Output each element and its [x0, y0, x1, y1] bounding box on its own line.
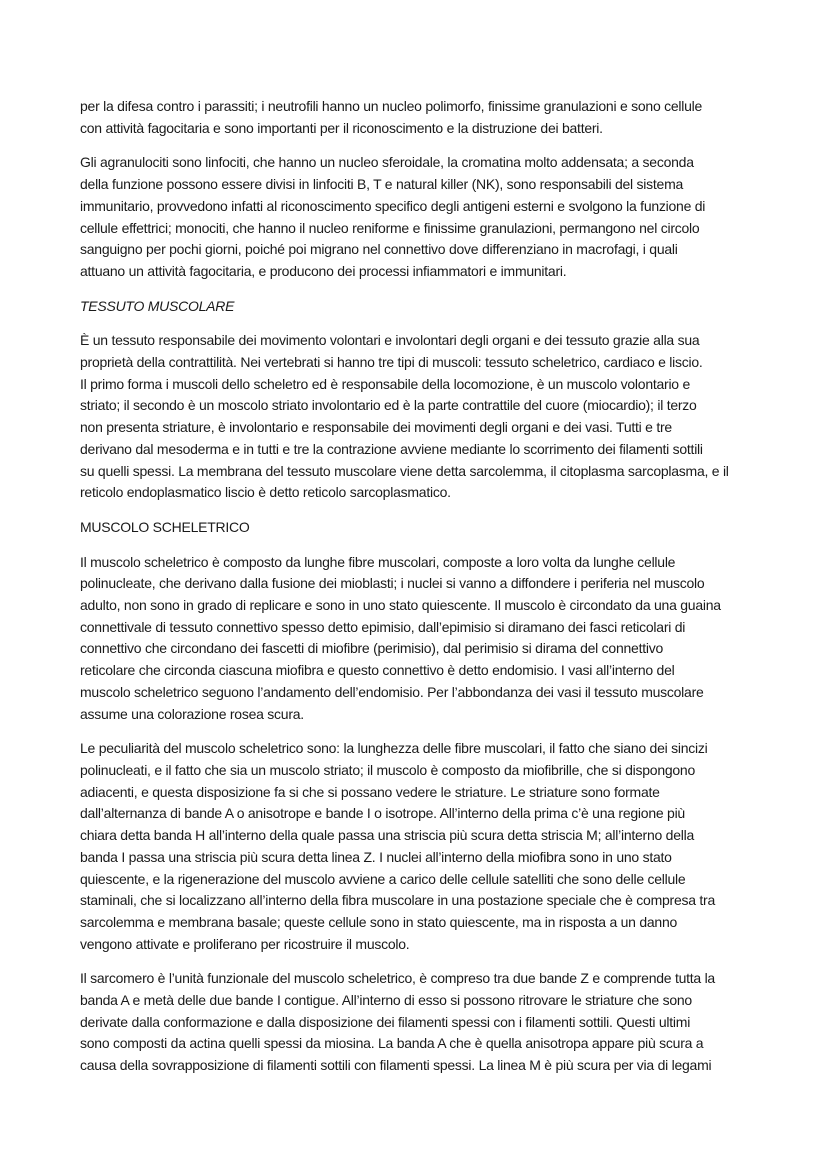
text-line: Gli agranulociti sono linfociti, che hanno un nucleo sferoidale, la cromatina molto addensata; a seconda [80, 154, 694, 171]
text-line: Il muscolo scheletrico è composto da lunghe fibre muscolari, composte a loro volta da lunghe cellule [80, 553, 676, 570]
text-line: per la difesa contro i parassiti; i neutrofili hanno un nucleo polimorfo, finissime granulazioni e sono cellule [80, 98, 703, 114]
text-line: muscolo scheletrico seguono l’andamento dell’endomisio. Per l’abbondanza dei vasi il tessuto muscolare [80, 683, 704, 700]
text-line: connettivo che circondano dei fascetti di miofibre (perimisio), dal perimisio si dirama del connettivo [80, 640, 664, 657]
text-line: proprietà della contrattilità. Nei vertebrati si hanno tre tipi di muscoli: tessuto scheletrico, cardiaco e liscio. [80, 354, 703, 371]
text-line: connettivale di tessuto connettivo spesso detto epimisio, dall’epimisio si diramano dei fasci reticolari di [80, 618, 686, 635]
text-line: vengono attivate e proliferano per ricostruire il muscolo. [80, 935, 410, 952]
text-line: derivano dal mesoderma e in tutti e tre la contrazione avviene mediante lo scorrimento dei filamenti sottili [80, 440, 703, 457]
text-line: quiescente, e la rigenerazione del muscolo avviene a carico delle cellule satelliti che sono delle cellule [80, 870, 686, 887]
section-heading [80, 296, 760, 318]
text-line: TESSUTO MUSCOLARE [80, 297, 235, 314]
text-line: reticolare che circonda ciascuna miofibra e questo connettivo è detto endomisio. I vasi all’interno del [80, 662, 675, 679]
text-line: su quelli spessi. La membrana del tessuto muscolare viene detta sarcolemma, il citoplasma sarcoplasma, e il [80, 462, 729, 479]
text-line: della funzione possono essere divisi in linfociti B, T e natural killer (NK), sono responsabili del sistema [80, 176, 684, 193]
text-line: Il primo forma i muscoli dello scheletro ed è responsabile della locomozione, è un muscolo volontario e [80, 375, 691, 392]
text-line: banda A e metà delle due bande I contigue. All’interno di esso si possono ritrovare le striature che sono [80, 992, 692, 1009]
text-line: con attività fagocitaria e sono importanti per il riconoscimento e la distruzione dei batteri. [80, 119, 603, 136]
text-line: chiara detta banda H all’interno della quale passa una striscia più scura detta striscia M; all’interno della [80, 827, 694, 844]
text-line: derivate dalla conformazione e dalla disposizione dei filamenti spessi con i filamenti sottili. Questi ultimi [80, 1013, 691, 1030]
paragraph [80, 968, 760, 1077]
text-line: sarcolemma e membrana basale; queste cellule sono in stato quiescente, ma in risposta a un danno [80, 913, 678, 930]
text-line: MUSCOLO SCHELETRICO [80, 518, 250, 535]
text-line: dall’alternanza di bande A o anisotrope e bande I o isotrope. All’interno della prima c’è una regione più [80, 805, 685, 822]
text-line: sanguigno per pochi giorni, poiché poi migrano nel connettivo dove differenziano in macrofagi, i quali [80, 241, 678, 258]
text-line: attuano un attività fagocitaria, e producono dei processi infiammatori e immunitari. [80, 262, 567, 279]
paragraph [80, 96, 760, 139]
text-line: causa della sovrapposizione di filamenti sottili con filamenti spessi. La linea M è più scura per via di legami [80, 1057, 712, 1074]
text-line: immunitario, provvedono infatti al riconoscimento specifico degli antigeni esterni e svolgono la funzione di [80, 197, 706, 214]
text-line: reticolo endoplasmatico liscio è detto reticolo sarcoplasmatico. [80, 484, 451, 501]
text-line: striato; il secondo è un moscolo striato involontario ed è la parte contrattile del cuore (miocardio); il terzo [80, 397, 697, 414]
text-line: Il sarcomero è l’unità funzionale del muscolo scheletrico, è compreso tra due bande Z e comprende tutta la [80, 970, 715, 987]
text-line: adulto, non sono in grado di replicare e sono in uno stato quiescente. Il muscolo è circondato da una guaina [80, 597, 721, 614]
text-line: È un tessuto responsabile dei movimento volontari e involontari degli organi e dei tessuto grazie alla sua [80, 332, 700, 349]
section-heading [80, 517, 760, 539]
text-line: sono composti da actina quelli spessi da miosina. La banda A che è quella anisotropa appare più scura a [80, 1035, 704, 1052]
paragraph [80, 738, 760, 955]
text-line: cellule effettrici; monociti, che hanno il nucleo reniforme e finissime granulazioni, permangono nel circolo [80, 219, 700, 236]
text-line: adiacenti, e questa disposizione fa si che si possano vedere le striature. Le striature sono formate [80, 783, 660, 800]
text-line: non presenta striature, è involontario e responsabile dei movimenti degli organi e dei vasi. Tutti e tre [80, 419, 672, 436]
text-line: assume una colorazione rosea scura. [80, 705, 304, 722]
text-line: staminali, che si localizzano all’interno della fibra muscolare in una postazione speciale che è compresa tra [80, 892, 715, 909]
paragraph [80, 152, 760, 282]
text-line: Le peculiarità del muscolo scheletrico sono: la lunghezza delle fibre muscolari, il fatto che siano dei sincizi [80, 740, 708, 757]
paragraph [80, 330, 760, 504]
text-line: banda I passa una striscia più scura detta linea Z. I nuclei all’interno della miofibra sono in uno stato [80, 848, 672, 865]
text-line: polinucleate, che derivano dalla fusione dei mioblasti; i nuclei si vanno a diffondere i periferia nel muscolo [80, 575, 705, 592]
paragraph [80, 552, 760, 726]
document-page [80, 96, 760, 1090]
text-line: polinucleati, e il fatto che sia un muscolo striato; il muscolo è composto da miofibrille, che si dispongono [80, 761, 695, 778]
